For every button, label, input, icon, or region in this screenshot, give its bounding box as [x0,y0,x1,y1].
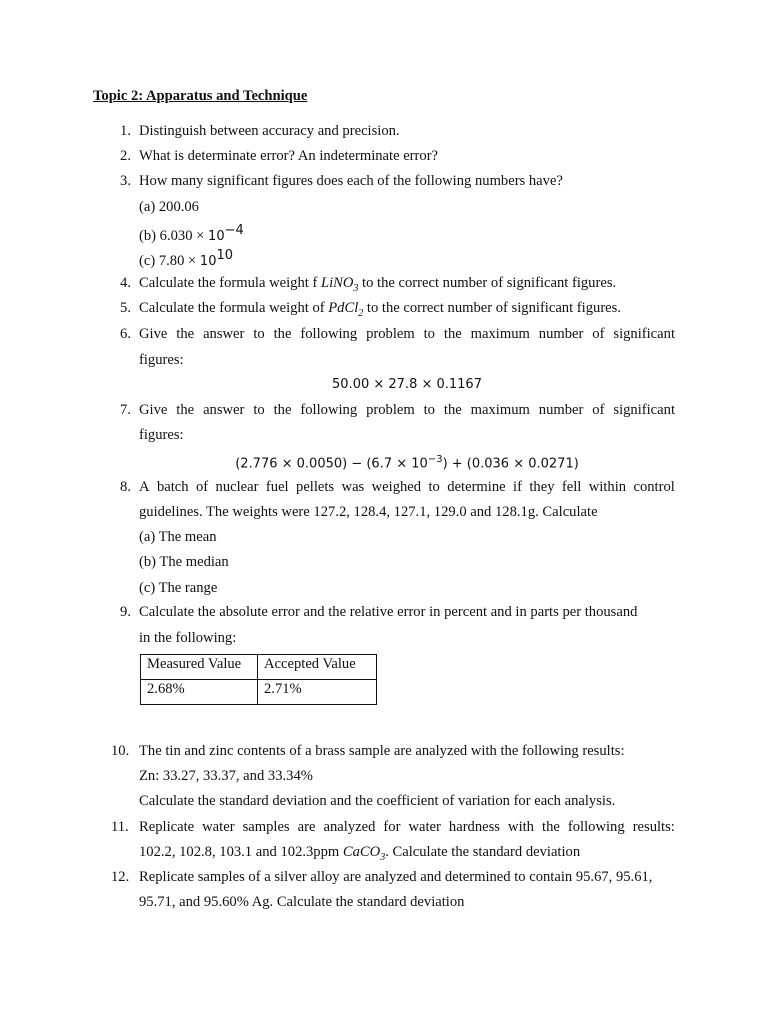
question-number: 10. [111,743,130,759]
option-a: (a) 200.06 [139,199,199,215]
question-number: 8. [120,479,131,495]
word: the [443,326,462,342]
word: are [297,819,316,835]
text-segment: Calculate the formula weight of [139,300,329,316]
word: was [341,479,365,495]
word: significant [613,402,675,418]
word: number [538,326,584,342]
word: the [273,402,292,418]
option-c: (c) The range [139,580,218,596]
word: of [592,402,605,418]
question-number: 7. [120,402,131,418]
question-text-continued: in the following: [139,630,237,646]
question-text-justified [139,325,675,343]
word: answer [203,326,245,342]
word: within [588,479,627,495]
word: results: [632,819,675,835]
option-b [139,222,244,246]
word: batch [156,479,189,495]
word: fuel [265,479,289,495]
question-number: 3. [120,173,131,189]
power-exponent: −4 [224,223,244,238]
word: number [538,402,584,418]
question-number: 4. [120,275,131,291]
question-text-continued: Zn: 33.27, 33.37, and 33.34% [139,768,313,784]
option-a: (a) The mean [139,529,217,545]
power-base: 10 [199,253,217,269]
formula-subscript: 2 [358,307,364,319]
word: to [428,479,440,495]
word: A [139,479,150,495]
option-c [139,247,233,271]
word: of [195,479,209,495]
option-text: (b) 6.030 × [139,227,205,244]
word: if [513,479,522,495]
word: the [542,819,560,835]
word: they [529,479,555,495]
word: to [253,402,265,418]
word: control [633,479,675,495]
word: answer [203,402,245,418]
question-text: Calculate the absolute error and the relative error in percent and in parts per thousand [139,604,638,620]
word: following [567,819,625,835]
formula-subscript: 3 [380,851,386,863]
word: analyzed [323,819,376,835]
word: following [300,402,358,418]
question-number: 11. [111,819,129,835]
question-text: Distinguish between accuracy and precision. [139,123,400,139]
table-header: Measured Value [141,655,258,680]
math-expression: 50.00 × 27.8 × 0.1167 [332,377,482,392]
word: pellets [296,479,335,495]
math-expression [139,451,675,473]
question-text: Replicate samples of a silver alloy are analyzed and determined to contain 95.67, 95.61, [139,869,653,885]
table-header-row [141,655,377,680]
word: of [592,326,605,342]
table-header: Accepted Value [258,655,377,680]
page-title: Topic 2: Apparatus and Technique [93,88,308,104]
word: the [443,402,462,418]
question-text: How many significant figures does each of the following numbers have? [139,173,563,189]
question-text-continued: figures: [139,427,184,443]
word: following [300,326,358,342]
text-segment: to the correct number of significant figures. [363,300,621,316]
text-segment: 102.2, 102.8, 103.1 and 102.3ppm [139,844,343,860]
table-cell: 2.68% [141,680,258,705]
word: to [423,402,435,418]
question-number: 6. [120,326,131,342]
question-number: 9. [120,604,131,620]
word: the [273,326,292,342]
question-number: 2. [120,148,131,164]
text-segment: . Calculate the standard deviation [385,844,581,860]
option-text: (c) 7.80 × [139,252,197,269]
question-text-justified [139,818,675,836]
text-segment: Calculate the formula weight f [139,275,321,291]
question-text-continued [139,843,580,867]
word: nuclear [215,479,259,495]
word: Replicate [139,819,195,835]
question-text: The tin and zinc contents of a brass sample are analyzed with the following results: [139,743,625,759]
word: the [176,402,195,418]
question-text-continued: guidelines. The weights were 127.2, 128.4, 127.1, 129.0 and 128.1g. Calculate [139,504,598,520]
power-base: 10 [208,228,225,244]
expression-exponent: −3 [427,454,443,465]
word: water [408,819,441,835]
question-text-continued: Calculate the standard deviation and the coefficient of variation for each analysis. [139,793,616,809]
question-number: 1. [120,123,131,139]
chemical-formula: LiNO [320,275,354,291]
option-b: (b) The median [139,554,229,570]
question-text [139,299,621,323]
word: hardness [448,819,500,835]
question-text [139,274,616,298]
table-cell: 2.71% [258,680,377,705]
values-table [140,654,377,705]
word: to [423,326,435,342]
table-row [141,680,377,705]
word: with [508,819,534,835]
word: problem [366,326,415,342]
word: fell [561,479,582,495]
power-exponent: 10 [216,248,234,263]
word: the [176,326,195,342]
word: maximum [470,326,530,342]
word: Give [139,402,168,418]
word: significant [613,326,675,342]
word: weighed [371,479,422,495]
word: maximum [470,402,530,418]
question-text-justified [139,401,675,419]
question-number: 12. [111,869,130,885]
question-text-justified [139,478,675,496]
question-text-continued: figures: [139,352,184,368]
word: water [202,819,235,835]
text-segment: to the correct number of significant figures. [358,275,617,291]
expression-part: (2.776 × 0.0050) − (6.7 × 10 [235,456,428,472]
word: for [383,819,401,835]
formula-subscript: 3 [353,282,359,294]
question-text-continued: 95.71, and 95.60% Ag. Calculate the standard deviation [139,894,465,910]
chemical-formula: PdCl [328,300,359,316]
word: determine [447,479,506,495]
word: Give [139,326,168,342]
question-number: 5. [120,300,131,316]
word: problem [366,402,415,418]
chemical-formula: CaCO [342,844,381,860]
expression-part: ) + (0.036 × 0.0271) [442,456,579,472]
word: to [253,326,265,342]
question-text: What is determinate error? An indeterminate error? [139,148,439,164]
word: samples [242,819,290,835]
